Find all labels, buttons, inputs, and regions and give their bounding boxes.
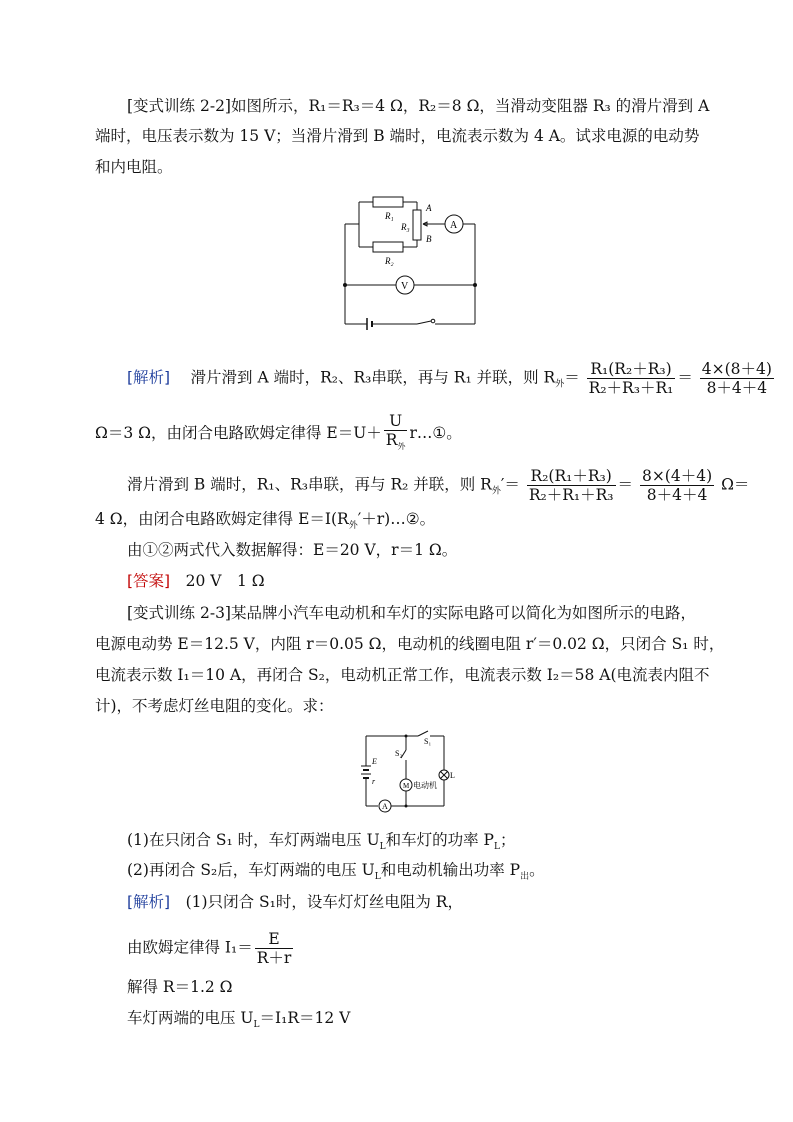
label-b: B — [426, 234, 432, 244]
ammeter-label: A — [450, 220, 458, 231]
solution-2-3-line-4: 车灯两端的电压 $U_L=I_1R=12$ V — [127, 1009, 351, 1031]
label-r3: R₃ — [401, 222, 410, 232]
resistor-r1 — [373, 197, 403, 207]
ammeter-label: A — [382, 802, 388, 811]
solution-2-3-line-3: 解得 R＝1.2 Ω — [127, 978, 233, 996]
label-r1: R₁ — [385, 211, 394, 221]
circuit-diagram-2 — [358, 728, 454, 818]
lamp-label: L — [450, 771, 455, 780]
solution-2-3-line-2: 由欧姆定律得 I₁＝ $\frac{E}{R+r}$ — [127, 930, 292, 967]
label-s2: S₂ — [395, 749, 403, 758]
question-2: (2)再闭合 S₂后，车灯两端的电压 $U_L$和电动机输出功率 $P_出$。 — [127, 861, 545, 883]
fraction-3: $\frac{U}{R_外}$ — [385, 412, 406, 452]
fraction-1: $\frac{\text{R₁(R₂＋R₃)}}{\text{R₂＋R₃＋R₁}}$ — [588, 360, 674, 397]
question-1: (1)在只闭合 S₁ 时，车灯两端电压 $U_L$和车灯的功率 $P_L$； — [127, 831, 516, 853]
resistor-r3 — [413, 210, 421, 240]
fraction-5: $\frac{8\times(4+4)}{8+4+4}$ — [641, 467, 713, 504]
resistor-r2 — [373, 242, 403, 252]
problem-2-2-line-3: 和内电阻。 — [95, 158, 173, 176]
analysis-tag: [解析] — [127, 893, 171, 911]
label-r2: R₂ — [385, 256, 394, 266]
problem-2-3-line-4: 计)，不考虑灯丝电阻的变化。求： — [95, 697, 334, 715]
answer-tag: [答案] — [127, 572, 171, 590]
fraction-6: $\frac{E}{R+r}$ — [256, 930, 292, 967]
solution-2-2-line-1: [解析] 滑片滑到 A 端时，R₂、R₃串联，再与 R₁ 并联，则 $R_外=$ $\frac{\text{R₁(R₂＋R₃)}}{\text{R₂＋R₃＋R₁}}$ ＝ $\frac{4\times(8+4)}{8+4+4}$ — [127, 360, 772, 397]
label-r: r — [372, 777, 376, 786]
answer-2-2: [答案] 20 V 1 Ω — [127, 572, 265, 590]
solution-2-2-line-4: 4 Ω，由闭合电路欧姆定律得 $E=I(R_外'+r)\dots ②$。 — [95, 510, 436, 532]
motor-label: 电动机 — [413, 781, 437, 790]
solution-2-2-line-5: 由①②两式代入数据解得：E＝20 V，r＝1 Ω。 — [127, 541, 458, 559]
solution-2-2-line-2: Ω＝3 Ω，由闭合电路欧姆定律得 E＝U＋ $\frac{U}{R_外}$ r…①。 — [95, 412, 462, 456]
solution-2-2-line-3: 滑片滑到 B 端时，R₁、R₃串联，再与 R₂ 并联，则 $R_外'=$ $\frac{\text{R₂(R₁＋R₃)}}{\text{R₂＋R₁＋R₃}}$ ＝ $\frac{8\times(4+4)}{8+4+4}$ Ω＝ — [127, 467, 750, 504]
analysis-tag: [解析] — [127, 368, 171, 387]
fraction-4: $\frac{\text{R₂(R₁＋R₃)}}{\text{R₂＋R₁＋R₃}}$ — [528, 467, 614, 504]
label-a: A — [426, 203, 432, 213]
circuit-diagram-1 — [335, 192, 495, 332]
voltmeter-label: V — [401, 281, 409, 292]
solution-2-3-line-1: [解析] (1)只闭合 S₁时，设车灯灯丝电阻为 R， — [127, 893, 463, 911]
problem-2-2-line-2: 端时，电压表示数为 15 V；当滑片滑到 B 端时，电流表示数为 4 A。试求电源的电动势 — [95, 127, 700, 145]
problem-2-3-line-1: [变式训练 2-3]某品牌小汽车电动机和车灯的实际电路可以简化为如图所示的电路， — [127, 604, 696, 622]
problem-2-3-line-3: 电流表示数 I₁＝10 A，再闭合 S₂，电动机正常工作，电流表示数 I₂＝58 A(电流表内阻不 — [95, 666, 710, 684]
motor-m: M — [403, 782, 410, 790]
label-s1: S₁ — [424, 737, 432, 746]
problem-2-3-line-2: 电源电动势 E＝12.5 V，内阻 r＝0.05 Ω，电动机的线圈电阻 r′＝0.02 Ω，只闭合 S₁ 时， — [95, 635, 725, 653]
problem-2-2-line-1: [变式训练 2-2]如图所示，R₁＝R₃＝4 Ω，R₂＝8 Ω，当滑动变阻器 R₃ 的滑片滑到 A — [127, 97, 710, 115]
label-e: E — [372, 757, 377, 766]
fraction-2: $\frac{4\times(8+4)}{8+4+4}$ — [701, 360, 772, 397]
